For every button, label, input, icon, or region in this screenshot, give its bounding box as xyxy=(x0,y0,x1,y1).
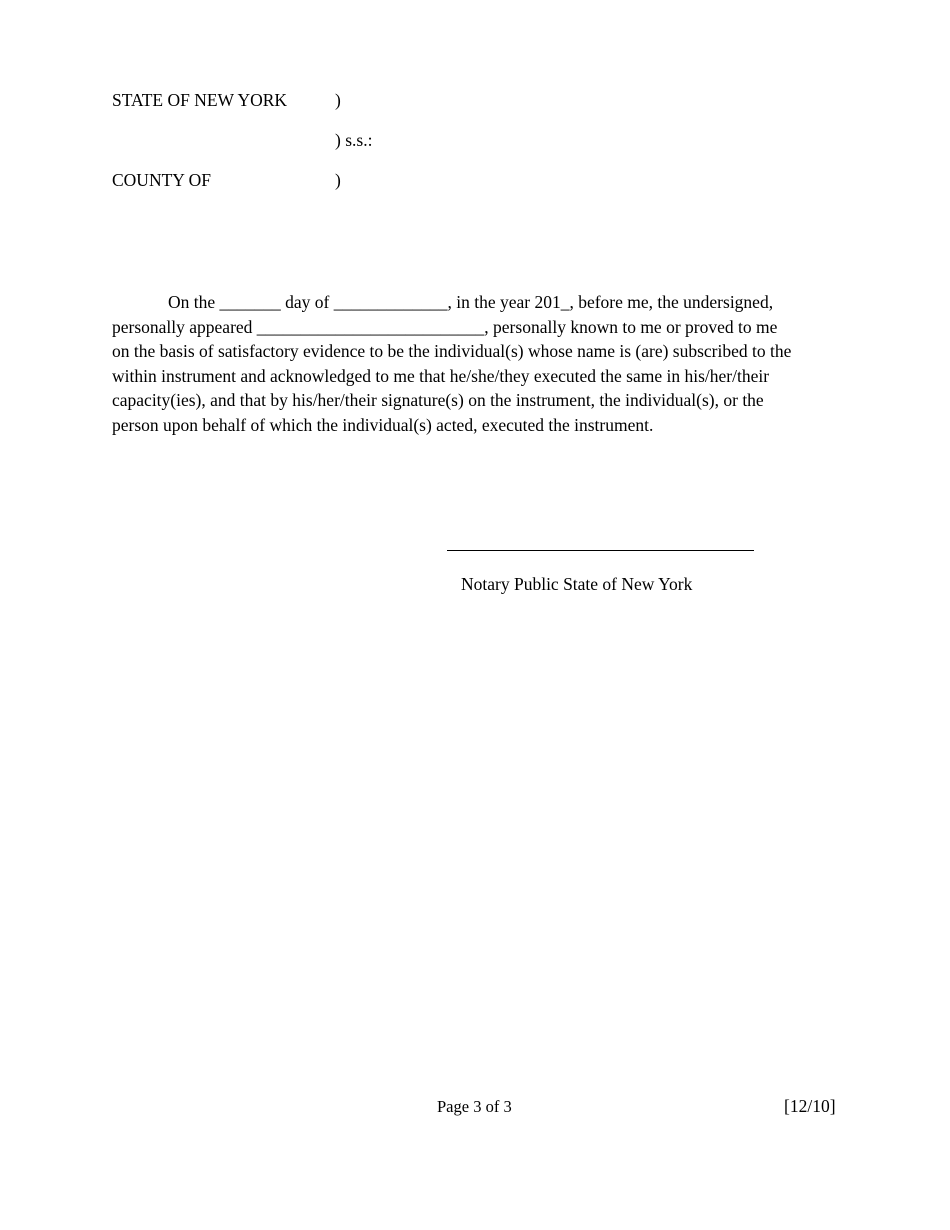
paragraph-line: capacity(ies), and that by his/her/their signature(s) on the instrument, the individual(s), or the xyxy=(112,390,764,410)
notary-title: Notary Public State of New York xyxy=(461,574,693,594)
paragraph-line: On the _______ day of _____________, in the year 201_, before me, the undersigned, xyxy=(168,292,774,312)
state-paren: ) xyxy=(335,90,341,110)
state-label: STATE OF NEW YORK xyxy=(112,90,288,110)
acknowledgment-paragraph xyxy=(112,290,842,437)
paragraph-line: within instrument and acknowledged to me that he/she/they executed the same in his/her/their xyxy=(112,365,770,386)
ss-label: ) s.s.: xyxy=(335,130,373,150)
paragraph-line: personally appeared __________________________, personally known to me or proved to me xyxy=(112,316,778,337)
county-label: COUNTY OF xyxy=(112,170,212,190)
paragraph-line: person upon behalf of which the individual(s) acted, executed the instrument. xyxy=(112,414,654,435)
county-paren: ) xyxy=(335,170,341,190)
signature-line xyxy=(447,550,754,551)
paragraph-line: on the basis of satisfactory evidence to be the individual(s) whose name is (are) subscribed to the xyxy=(112,341,792,361)
form-code: [12/10] xyxy=(784,1096,836,1116)
page-number: Page 3 of 3 xyxy=(437,1097,512,1116)
